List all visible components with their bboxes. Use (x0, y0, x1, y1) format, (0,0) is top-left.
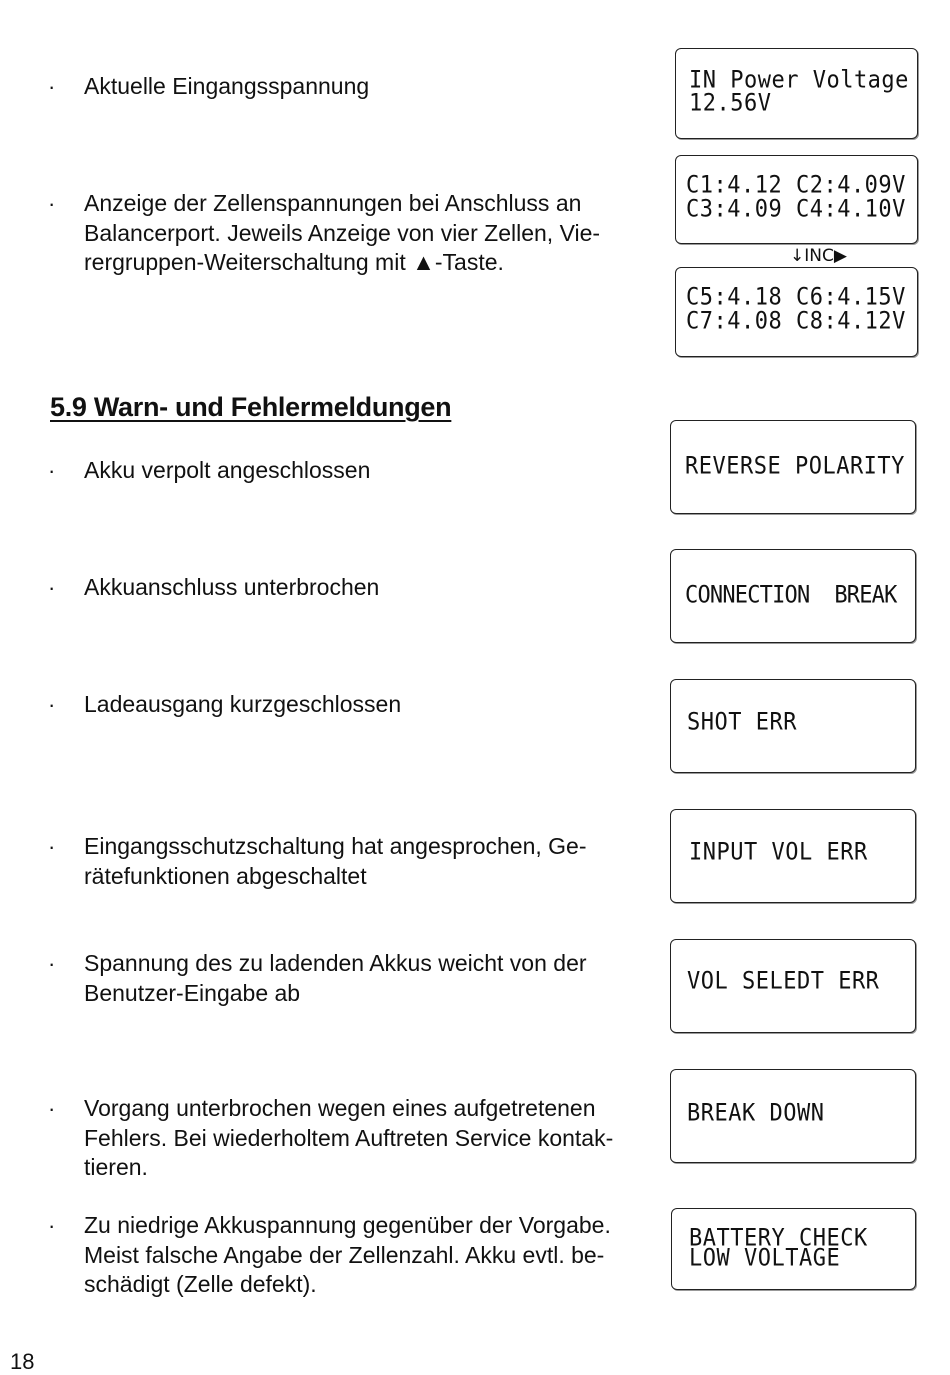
lcd-line: 12.56V (689, 89, 772, 118)
lcd-line: LOW VOLTAGE (689, 1244, 841, 1273)
lcd-line: C3:4.09 C4:4.10V (686, 195, 906, 224)
bullet: · (48, 575, 56, 600)
text-line: Eingangsschutzschaltung hat angesprochen, Ge- (84, 833, 587, 859)
lcd-display-input-voltage (675, 48, 918, 139)
text-line: Spannung des zu ladenden Akkus weicht von der (84, 950, 587, 976)
section-heading: 5.9 Warn- und Fehlermeldungen (50, 392, 452, 422)
page-number: 18 (10, 1349, 35, 1374)
lcd-display-battery-check (671, 1208, 916, 1290)
bullet: · (48, 1096, 56, 1121)
bullet: · (48, 692, 56, 717)
text-line: rätefunktionen abgeschaltet (84, 862, 367, 889)
text-line: Akkuanschluss unterbrochen (84, 574, 380, 600)
lcd-line: BREAK DOWN (687, 1099, 825, 1128)
lcd-line: REVERSE POLARITY (685, 452, 905, 481)
text-line: Aktuelle Eingangsspannung (84, 73, 370, 99)
text-line: tieren. (84, 1154, 148, 1180)
lcd-display-connection-break (670, 549, 916, 643)
bullet: · (48, 834, 56, 859)
lcd-line: C1:4.12 C2:4.09V (686, 171, 906, 200)
text-line: Anzeige der Zellenspannungen bei Anschluss an (84, 190, 582, 216)
lcd-line: INPUT VOL ERR (689, 838, 868, 867)
text-line: schädigt (Zelle defekt). (84, 1271, 317, 1297)
lcd-line: C5:4.18 C6:4.15V (686, 283, 906, 312)
text-line: Akku verpolt angeschlossen (84, 457, 371, 483)
bullet: · (48, 951, 56, 976)
lcd-line: IN Power Voltage (689, 66, 909, 95)
lcd-line: CONNECTION BREAK (685, 581, 897, 610)
inc-switch-label: ↓INC▶ (790, 246, 847, 266)
text-line: Zu niedrige Akkuspannung gegenüber der Vorgabe. (84, 1212, 611, 1238)
item-text-low-voltage (84, 1211, 650, 1300)
lcd-display-cells-1-4 (675, 155, 918, 244)
lcd-display-reverse-polarity (670, 420, 916, 514)
lcd-display-input-voltage-error (670, 809, 916, 903)
text-line: Balancerport. Jeweils Anzeige von vier Zellen, Vie- (84, 219, 601, 246)
lcd-display-cells-5-8 (675, 267, 918, 357)
bullet: · (48, 458, 56, 483)
lcd-line: VOL SELEDT ERR (687, 967, 880, 996)
lcd-line: BATTERY CHECK (689, 1224, 868, 1253)
item-text-input-protection (84, 832, 640, 891)
item-text-reverse-polarity (84, 456, 640, 486)
lcd-display-break-down (670, 1069, 916, 1163)
lcd-display-voltage-select-error (670, 939, 916, 1033)
item-text-short-circuit (84, 690, 640, 720)
text-line: Vorgang unterbrochen wegen eines aufgetretenen (84, 1095, 596, 1121)
item-text-voltage-mismatch (84, 949, 640, 1008)
text-line: Ladeausgang kurzgeschlossen (84, 691, 402, 717)
bullet: · (48, 1213, 56, 1238)
lcd-line: C7:4.08 C8:4.12V (686, 307, 906, 336)
item-text-break-down (84, 1094, 640, 1183)
text-line: Meist falsche Angabe der Zellenzahl. Akku evtl. be- (84, 1241, 605, 1268)
bullet: · (48, 191, 56, 216)
lcd-line: SHOT ERR (687, 708, 797, 737)
bullet: · (48, 74, 56, 99)
item-text-connection-break (84, 573, 640, 603)
text-line: Benutzer-Eingabe ab (84, 979, 301, 1006)
text-line: Fehlers. Bei wiederholtem Auftreten Service kontak- (84, 1124, 614, 1151)
lcd-display-short-error (670, 679, 916, 773)
text-line: rergruppen-Weiterschaltung mit ▲-Taste. (84, 249, 504, 275)
item-text-cell-voltages (84, 189, 640, 278)
item-text-input-voltage (84, 72, 640, 102)
